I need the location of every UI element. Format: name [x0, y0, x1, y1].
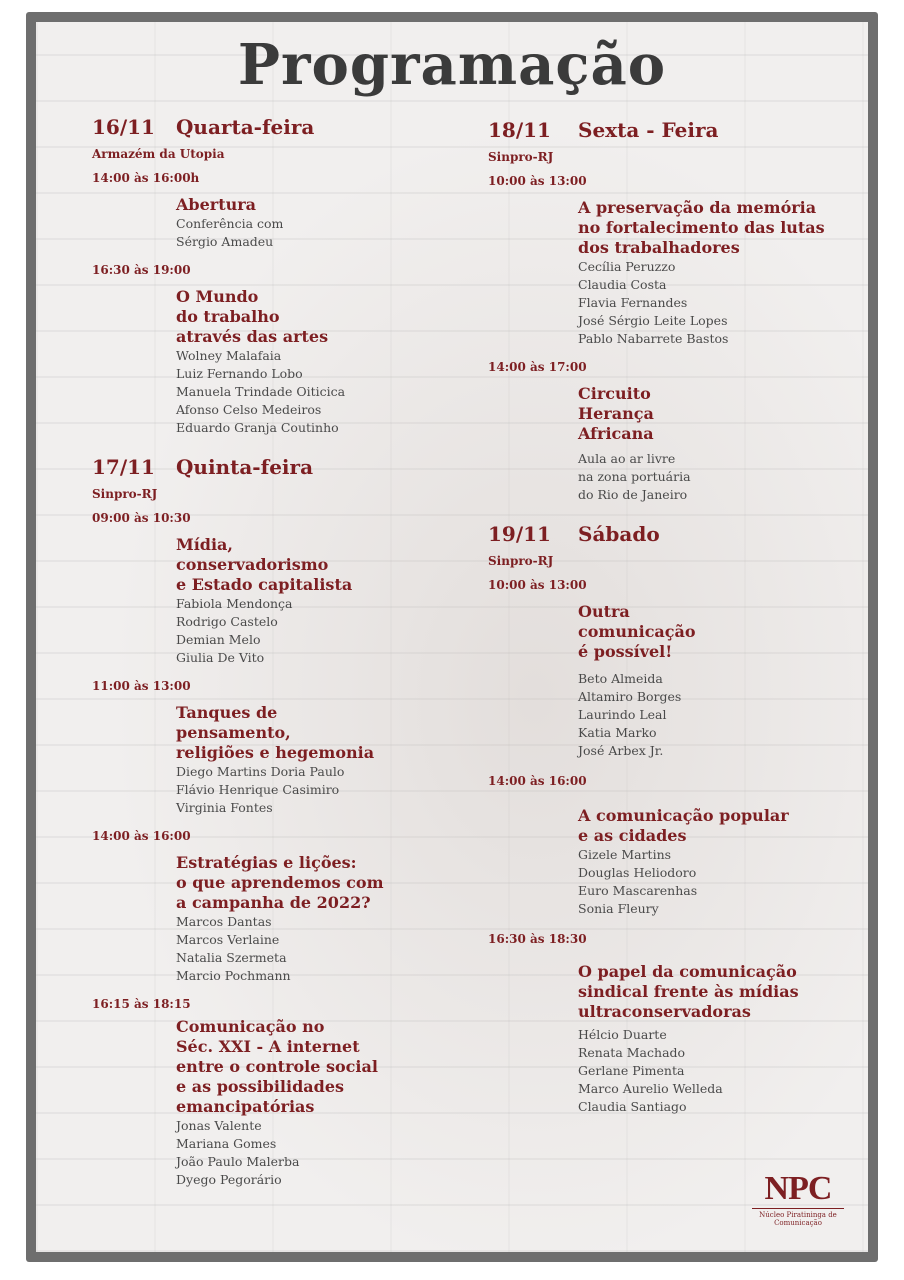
session-speakers: Conferência com Sérgio Amadeu — [176, 216, 284, 249]
session — [176, 1017, 412, 1189]
session — [176, 853, 412, 985]
venue: Armazém da Utopia — [92, 147, 225, 161]
day-header — [488, 522, 848, 546]
day-date: 16/11 — [92, 115, 155, 139]
day-16-11 — [92, 115, 412, 437]
session-speakers: Beto Almeida Altamiro Borges Laurindo Leal Katia Marko José Arbex Jr. — [578, 671, 682, 758]
session-time: 14:00 às 17:00 — [488, 360, 587, 374]
session-title: Tanques de pensamento, religiões e hegemonia — [176, 703, 375, 762]
session-time: 11:00 às 13:00 — [92, 679, 191, 693]
session-title: Outra comunicação é possível! — [578, 602, 696, 661]
session-title: Mídia, conservadorismo e Estado capitalista — [176, 535, 353, 594]
day-header — [92, 115, 412, 139]
day-header — [92, 455, 412, 479]
session-speakers: Wolney Malafaia Luiz Fernando Lobo Manuela Trindade Oiticica Afonso Celso Medeiros Eduardo Granja Coutinho — [176, 348, 346, 435]
session — [578, 602, 848, 760]
session — [176, 535, 412, 667]
session-speakers: Gizele Martins Douglas Heliodoro Euro Mascarenhas Sonia Fleury — [578, 847, 698, 916]
session-time: 10:00 às 13:00 — [488, 578, 587, 592]
day-weekday: Quinta-feira — [176, 455, 314, 479]
day-date: 17/11 — [92, 455, 155, 479]
session-title: Comunicação no Séc. XXI - A internet entre o controle social e as possibilidades emancipatórias — [176, 1017, 378, 1116]
logo-subtitle: Núcleo Piratininga de Comunicação — [752, 1208, 844, 1227]
session — [578, 806, 848, 918]
session-title: O Mundo do trabalho através das artes — [176, 287, 329, 346]
left-column — [92, 115, 412, 1201]
session-title: Abertura — [176, 195, 257, 214]
npc-logo — [752, 1172, 844, 1227]
session-time: 16:15 às 18:15 — [92, 997, 191, 1011]
session — [176, 703, 412, 817]
session — [578, 198, 848, 348]
session-time: 09:00 às 10:30 — [92, 511, 191, 525]
session-speakers: Hélcio Duarte Renata Machado Gerlane Pimenta Marco Aurelio Welleda Claudia Santiago — [578, 1027, 723, 1114]
session-title: A comunicação popular e as cidades — [578, 806, 789, 845]
session-time: 10:00 às 13:00 — [488, 174, 587, 188]
session-speakers: Diego Martins Doria Paulo Flávio Henrique Casimiro Virginia Fontes — [176, 764, 345, 815]
session-speakers: Cecília Peruzzo Claudia Costa Flavia Fernandes José Sérgio Leite Lopes Pablo Nabarrete Bastos — [578, 259, 729, 346]
day-weekday: Sábado — [578, 522, 660, 546]
day-date: 18/11 — [488, 118, 551, 142]
session-time: 16:30 às 18:30 — [488, 932, 587, 946]
session-time: 14:00 às 16:00 — [92, 829, 191, 843]
day-header — [488, 118, 848, 142]
day-17-11 — [92, 455, 412, 1189]
session-speakers: Aula ao ar livre na zona portuária do Rio de Janeiro — [578, 451, 691, 502]
session-title: O papel da comunicação sindical frente às mídias ultraconservadoras — [578, 962, 799, 1021]
session-title: Estratégias e lições: o que aprendemos com a campanha de 2022? — [176, 853, 384, 912]
day-date: 19/11 — [488, 522, 551, 546]
session-time: 14:00 às 16:00h — [92, 171, 200, 185]
session-speakers: Jonas Valente Mariana Gomes João Paulo Malerba Dyego Pegorário — [176, 1118, 300, 1187]
session-speakers: Fabiola Mendonça Rodrigo Castelo Demian Melo Giulia De Vito — [176, 596, 293, 665]
day-18-11 — [488, 118, 848, 504]
venue: Sinpro-RJ — [488, 554, 554, 568]
session — [176, 287, 412, 437]
right-column — [488, 118, 848, 1128]
venue: Sinpro-RJ — [92, 487, 158, 501]
day-19-11 — [488, 522, 848, 1116]
session-title: A preservação da memória no fortalecimento das lutas dos trabalhadores — [578, 198, 825, 257]
session-speakers: Marcos Dantas Marcos Verlaine Natalia Szermeta Marcio Pochmann — [176, 914, 291, 983]
session — [578, 384, 848, 504]
page-title: Programação — [237, 32, 667, 98]
session-time: 14:00 às 16:00 — [488, 774, 587, 788]
day-weekday: Sexta - Feira — [578, 118, 719, 142]
session-title: Circuito Herança Africana — [578, 384, 654, 443]
logo-mark: NPC — [764, 1170, 832, 1207]
session-time: 16:30 às 19:00 — [92, 263, 191, 277]
session — [176, 195, 412, 251]
venue: Sinpro-RJ — [488, 150, 554, 164]
session — [578, 962, 848, 1116]
day-weekday: Quarta-feira — [176, 115, 315, 139]
